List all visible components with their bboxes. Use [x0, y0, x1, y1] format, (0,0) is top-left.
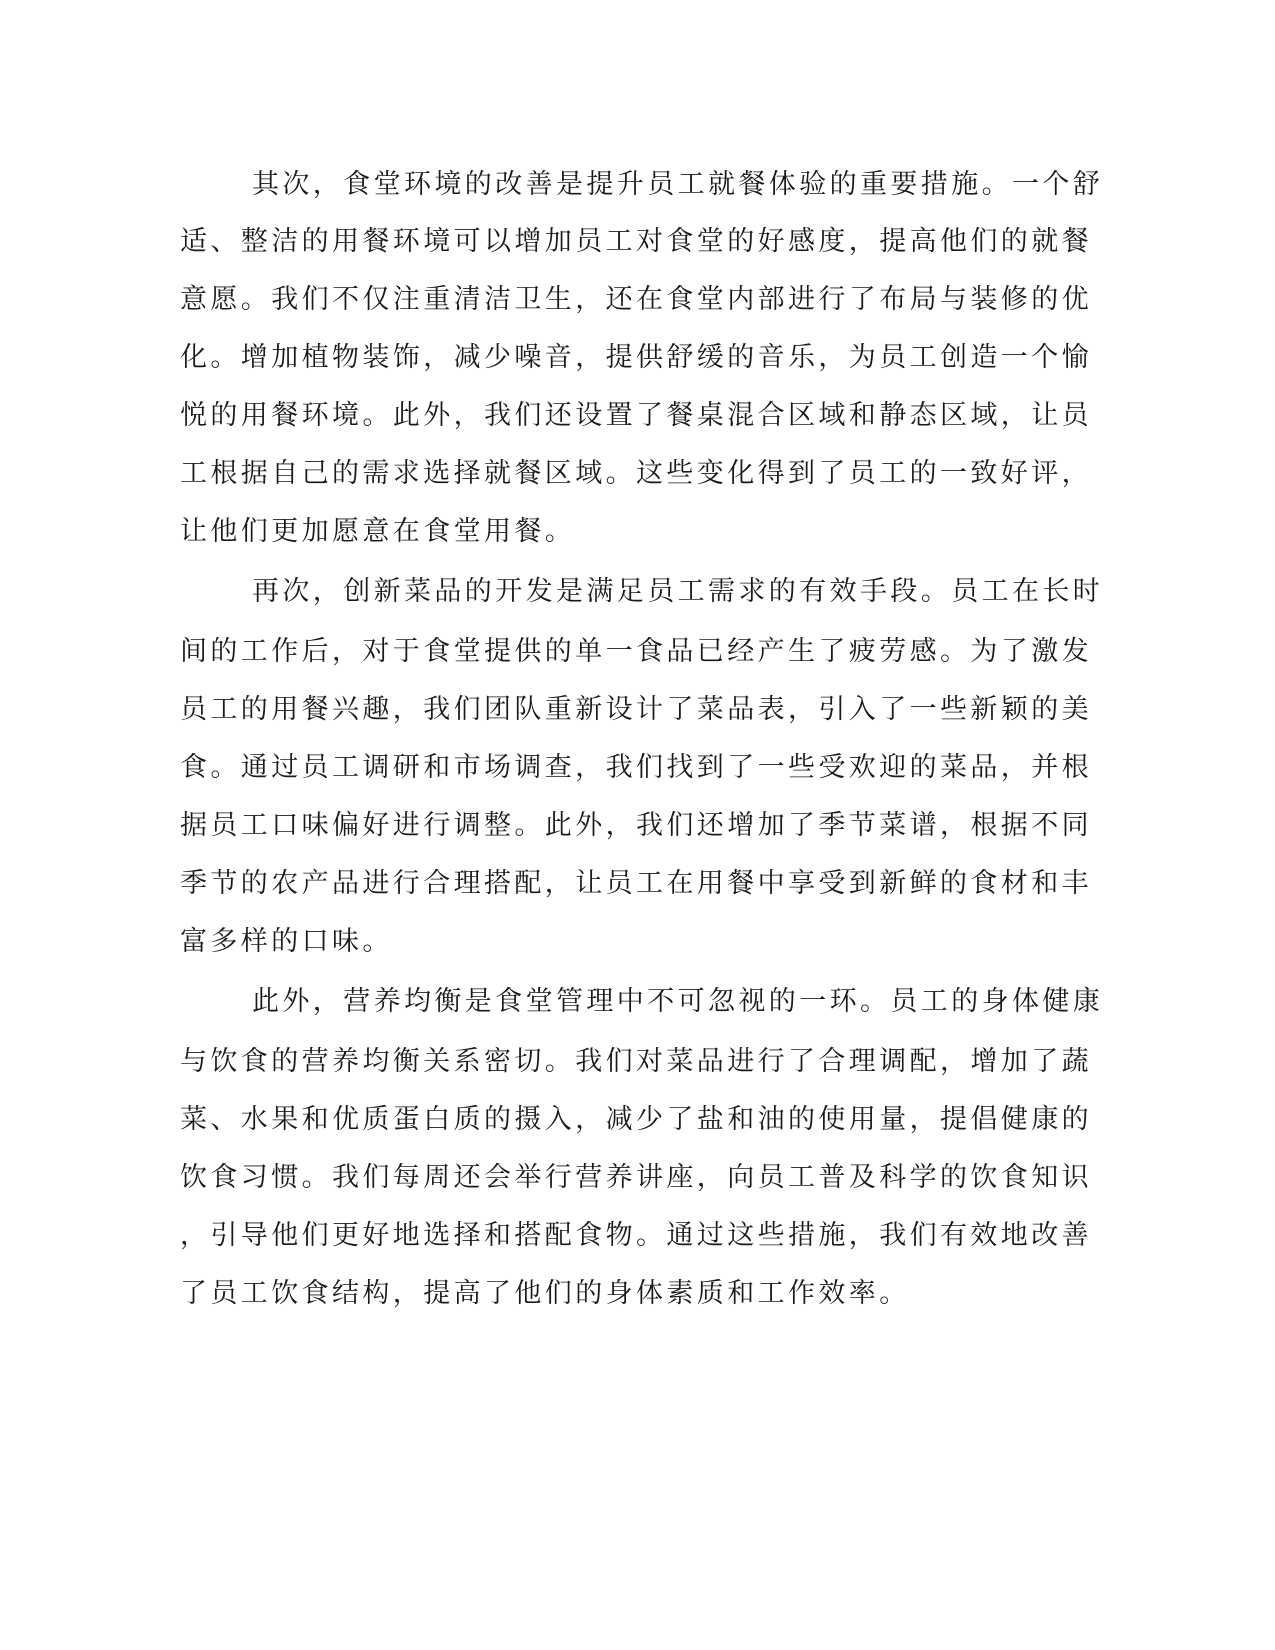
paragraph-line: 与饮食的营养均衡关系密切。我们对菜品进行了合理调配，增加了蔬: [180, 1046, 1092, 1077]
paragraph-line: 再次，创新菜品的开发是满足员工需求的有效手段。员工在长时: [252, 576, 1104, 607]
paragraph-line: 适、整洁的用餐环境可以增加员工对食堂的好感度，提高他们的就餐: [180, 226, 1092, 257]
paragraph-line: 富多样的口味。: [180, 926, 393, 957]
paragraph-line: 其次，食堂环境的改善是提升员工就餐体验的重要措施。一个舒: [252, 169, 1104, 200]
paragraph-line: 员工的用餐兴趣，我们团队重新设计了菜品表，引入了一些新颖的美: [180, 694, 1092, 725]
paragraph-line: 饮食习惯。我们每周还会举行营养讲座，向员工普及科学的饮食知识: [180, 1162, 1092, 1193]
paragraph-line: 食。通过员工调研和市场调查，我们找到了一些受欢迎的菜品，并根: [180, 752, 1092, 783]
paragraph-line: 此外，营养均衡是食堂管理中不可忽视的一环。员工的身体健康: [252, 986, 1104, 1017]
paragraph-line: 悦的用餐环境。此外，我们还设置了餐桌混合区域和静态区域，让员: [180, 400, 1092, 431]
paragraph-line: 菜、水果和优质蛋白质的摄入，减少了盐和油的使用量，提倡健康的: [180, 1104, 1092, 1135]
paragraph-line: 间的工作后，对于食堂提供的单一食品已经产生了疲劳感。为了激发: [180, 636, 1092, 667]
paragraph-line: 让他们更加愿意在食堂用餐。: [180, 516, 576, 547]
paragraph-line: 工根据自己的需求选择就餐区域。这些变化得到了员工的一致好评，: [180, 458, 1092, 489]
paragraph-line: 意愿。我们不仅注重清洁卫生，还在食堂内部进行了布局与装修的优: [180, 284, 1092, 315]
paragraph-line: ，引导他们更好地选择和搭配食物。通过这些措施，我们有效地改善: [180, 1220, 1092, 1251]
paragraph-line: 化。增加植物装饰，减少噪音，提供舒缓的音乐，为员工创造一个愉: [180, 342, 1092, 373]
paragraph-line: 了员工饮食结构，提高了他们的身体素质和工作效率。: [180, 1278, 910, 1309]
paragraph-line: 季节的农产品进行合理搭配，让员工在用餐中享受到新鲜的食材和丰: [180, 868, 1092, 899]
paragraph-line: 据员工口味偏好进行调整。此外，我们还增加了季节菜谱，根据不同: [180, 810, 1092, 841]
